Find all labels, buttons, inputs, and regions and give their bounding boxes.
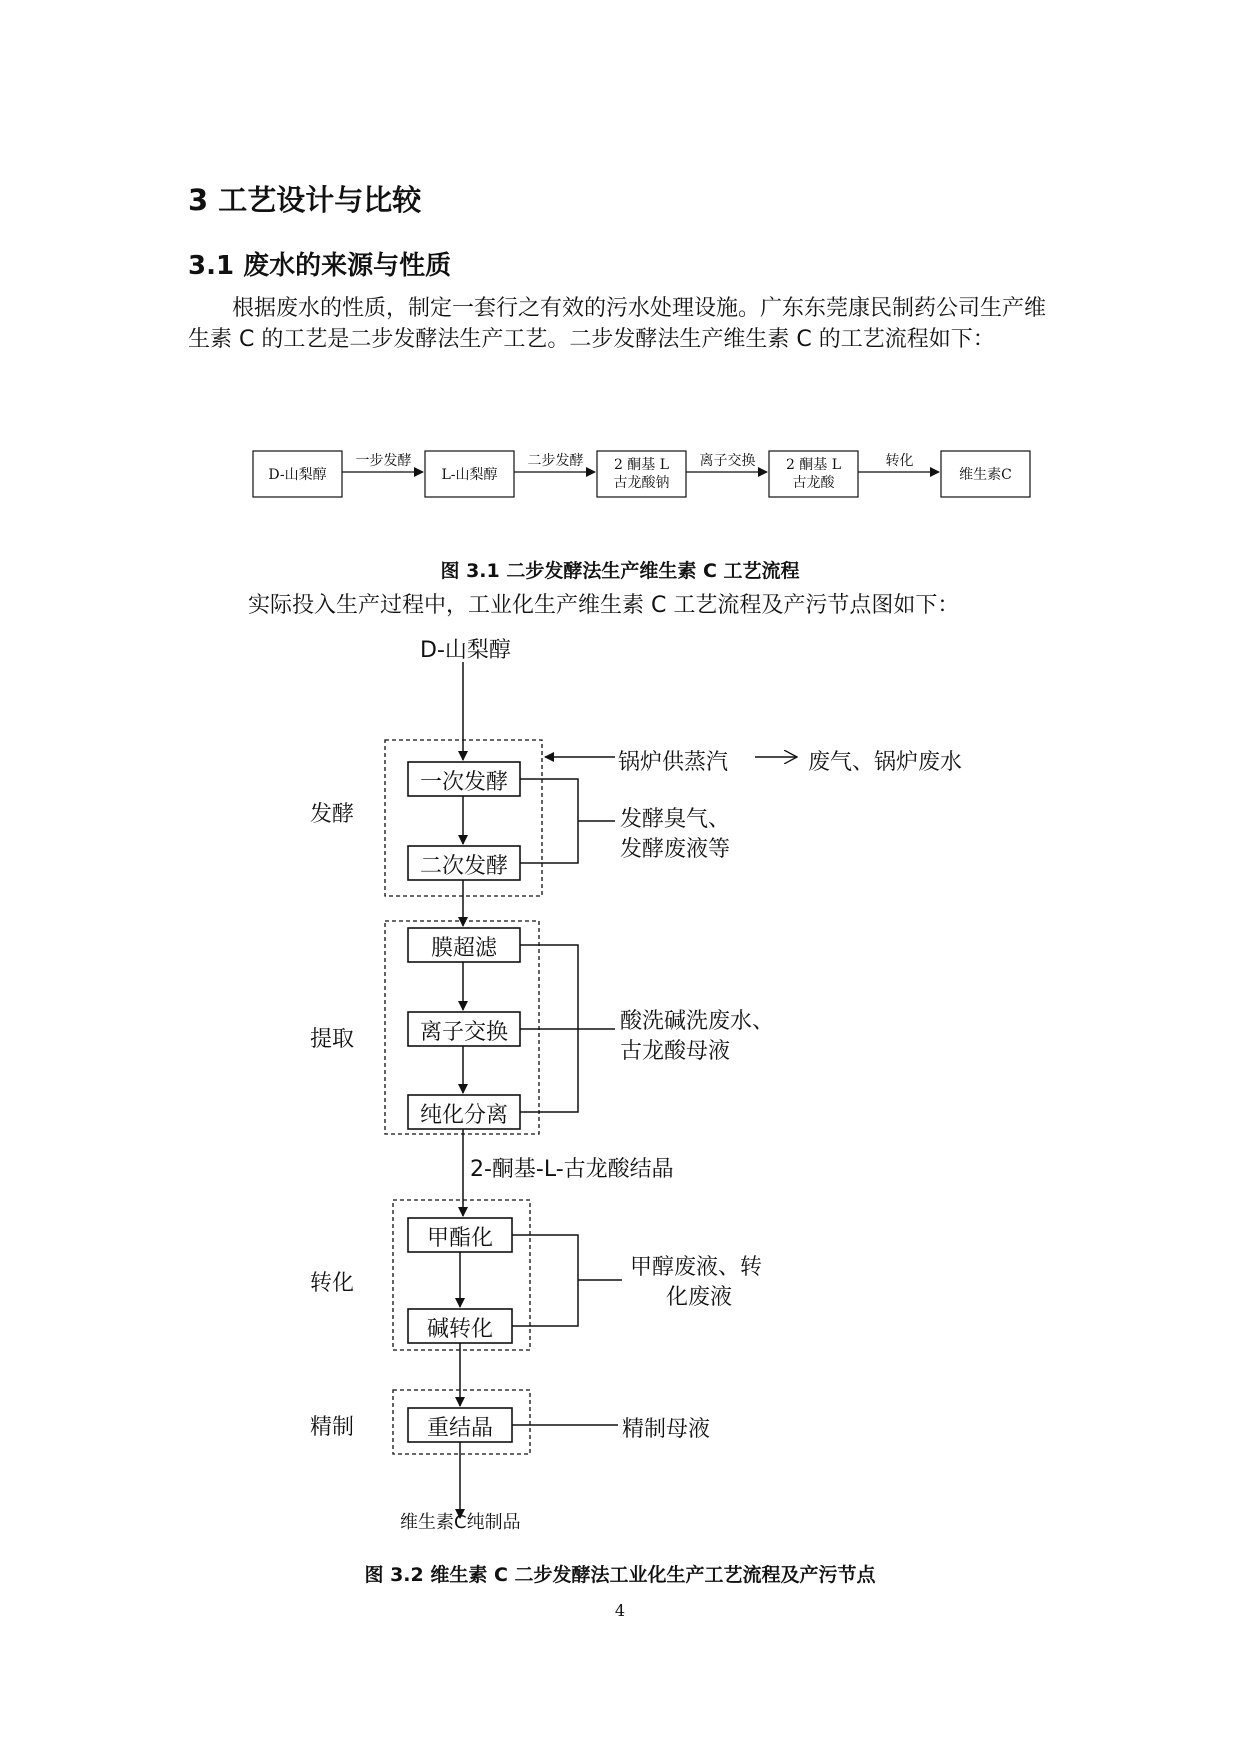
waste-conversion-line2: 化废液 (666, 1285, 733, 1310)
fig1-box-label: 维生素C (959, 467, 1012, 483)
fig1-box-label: L-山梨醇 (441, 467, 498, 483)
waste-extraction-line2: 古龙酸母液 (620, 1039, 731, 1064)
waste-refining-label: 精制母液 (622, 1417, 711, 1442)
stage-label-conversion: 转化 (310, 1271, 355, 1296)
step-label: 碱转化 (426, 1317, 493, 1342)
section-title: 3 工艺设计与比较 (188, 183, 422, 217)
fig1-arrow-label: 离子交换 (699, 453, 756, 469)
step-label: 重结晶 (426, 1416, 493, 1441)
start-material: D-山梨醇 (420, 638, 511, 663)
paragraph-text: 根据废水的性质，制定一套行之有效的污水处理设施。广东东莞康民制药公司生产维生素 C 的工艺是二步发酵法生产工艺。二步发酵法生产维生素 C 的工艺流程如下： (188, 296, 1047, 352)
step-label: 甲酯化 (426, 1226, 493, 1251)
stage-label-fermentation: 发酵 (310, 802, 355, 827)
fig1-box-label: 2 酮基 L (613, 457, 670, 473)
fig1-box-label: 2 酮基 L (785, 457, 842, 473)
step-label: 一次发酵 (419, 770, 508, 795)
fig1-arrow-label: 一步发酵 (355, 453, 412, 469)
stage-label-extraction: 提取 (310, 1027, 355, 1052)
step-label: 纯化分离 (419, 1103, 508, 1128)
step-label: 离子交换 (419, 1020, 508, 1045)
stage-label-refining: 精制 (310, 1415, 355, 1440)
boiler-steam-label: 锅炉供蒸汽 (618, 750, 729, 775)
step-label: 二次发酵 (419, 854, 508, 879)
fig1-box-label: 古龙酸 (792, 475, 835, 491)
fig1-box-label: D-山梨醇 (268, 467, 327, 483)
waste-conversion-line1: 甲醇废液、转 (630, 1255, 763, 1280)
waste-fermentation-line2: 发酵废液等 (620, 837, 731, 862)
figure-3-1-caption: 图 3.1 二步发酵法生产维生素 C 工艺流程 (440, 560, 800, 582)
intermediate-product: 2-酮基-L-古龙酸结晶 (470, 1157, 674, 1182)
waste-fermentation-line1: 发酵臭气、 (620, 807, 731, 832)
subsection-title: 3.1 废水的来源与性质 (188, 251, 452, 281)
step-label: 膜超滤 (430, 936, 497, 961)
figure-3-2-caption: 图 3.2 维生素 C 二步发酵法工业化生产工艺流程及产污节点 (364, 1564, 876, 1586)
fig1-box-label: 古龙酸钠 (613, 475, 670, 491)
fig1-arrow-label: 转化 (885, 453, 914, 469)
fig1-arrow-label: 二步发酵 (527, 453, 584, 469)
transition-text: 实际投入生产过程中，工业化生产维生素 C 工艺流程及产污节点图如下： (248, 593, 960, 618)
waste-extraction-line1: 酸洗碱洗废水、 (620, 1009, 775, 1034)
boiler-output-label: 废气、锅炉废水 (808, 750, 963, 775)
final-product: 维生素C纯制品 (400, 1512, 521, 1533)
page-number: 4 (614, 1601, 626, 1620)
